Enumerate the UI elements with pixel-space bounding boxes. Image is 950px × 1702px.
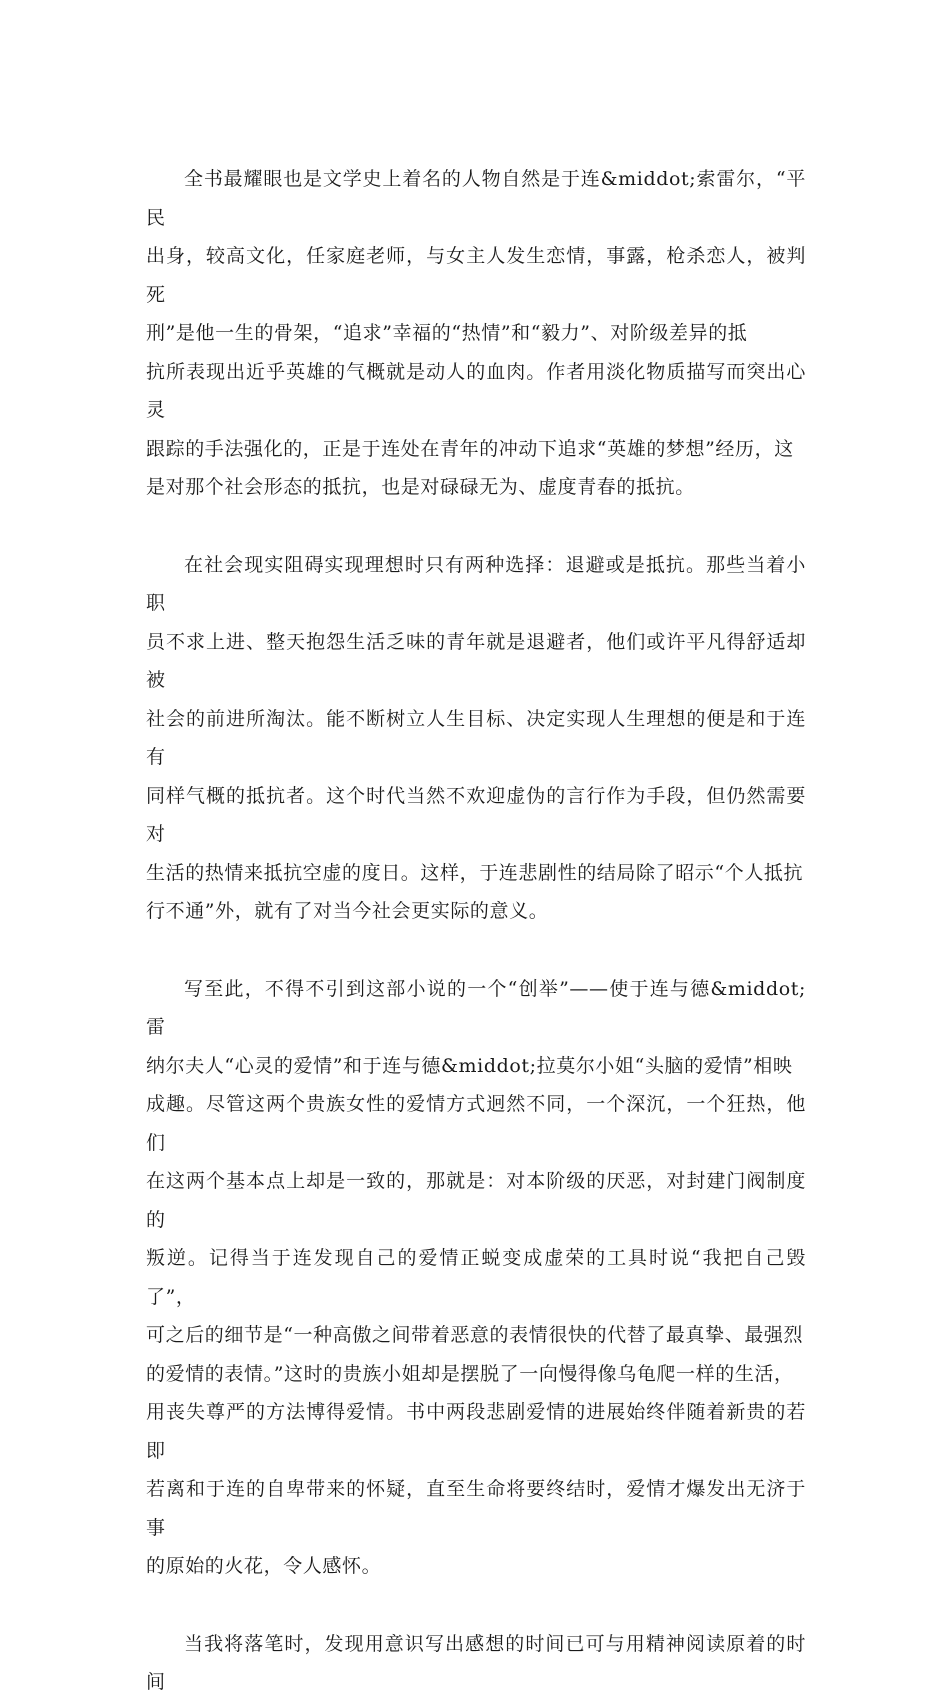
paragraph-spacer (146, 931, 806, 970)
paragraph-2: 在社会现实阻碍实现理想时只有两种选择：退避或是抵抗。那些当着小职 员不求上进、整天抱怨生活乏味的青年就是退避者，他们或许平凡得舒适却被 社会的前进所淘汰。能不断树立人生目标、决定实现人生理想的便是和于连有 同样气概的抵抗者。这个时代当然不欢迎虚伪的言行作为手段，但仍然需要对 生活的热情来抵抗空虚的度日。这样，于连悲剧性的结局除了昭示“个人抵抗 行不通”外，就有了对当今社会更实际的意义。 (146, 553, 806, 922)
paragraph-4: 当我将落笔时，发现用意识写出感想的时间已可与用精神阅读原着的时间 (146, 1632, 806, 1693)
paragraph-spacer (146, 507, 806, 546)
paragraph-1: 全书最耀眼也是文学史上着名的人物自然是于连&middot;索雷尔，“平民 出身，较高文化，任家庭老师，与女主人发生恋情，事露，枪杀恋人，被判死 刑”是他一生的骨架，“追求”幸福的“热情”和“毅力”、对阶级差异的抵 抗所表现出近乎英雄的气概就是动人的血肉。作者用淡化物质描写而突出心灵 跟踪的手法强化的，正是于连处在青年的冲动下追求“英雄的梦想”经历，这 是对那个社会形态的抵抗，也是对碌碌无为、虚度青春的抵抗。 (146, 168, 806, 498)
paragraph-3: 写至此，不得不引到这部小说的一个“创举”——使于连与德&middot;雷 纳尔夫人“心灵的爱情”和于连与德&middot;拉莫尔小姐“头脑的爱情”相映 成趣。尽管这两个贵族女性的爱情方式迥然不同，一个深沉，一个狂热，他们 在这两个基本点上却是一致的，那就是：对本阶级的厌恶，对封建门阀制度的 叛逆。记得当于连发现自己的爱情正蜕变成虚荣的工具时说“我把自己毁了”， 可之后的细节是“一种高傲之间带着恶意的表情很快的代替了最真挚、最强烈 的爱情的表情。”这时的贵族小姐却是摆脱了一向慢得像乌龟爬一样的生活， 用丧失尊严的方法博得爱情。书中两段悲剧爱情的进展始终伴随着新贵的若即 若离和于连的自卑带来的怀疑，直至生命将要终结时，爱情才爆发出无济于事 的原始的火花，令人感怀。 (146, 977, 806, 1577)
document-body (146, 160, 806, 1702)
paragraph-spacer (146, 1586, 806, 1625)
